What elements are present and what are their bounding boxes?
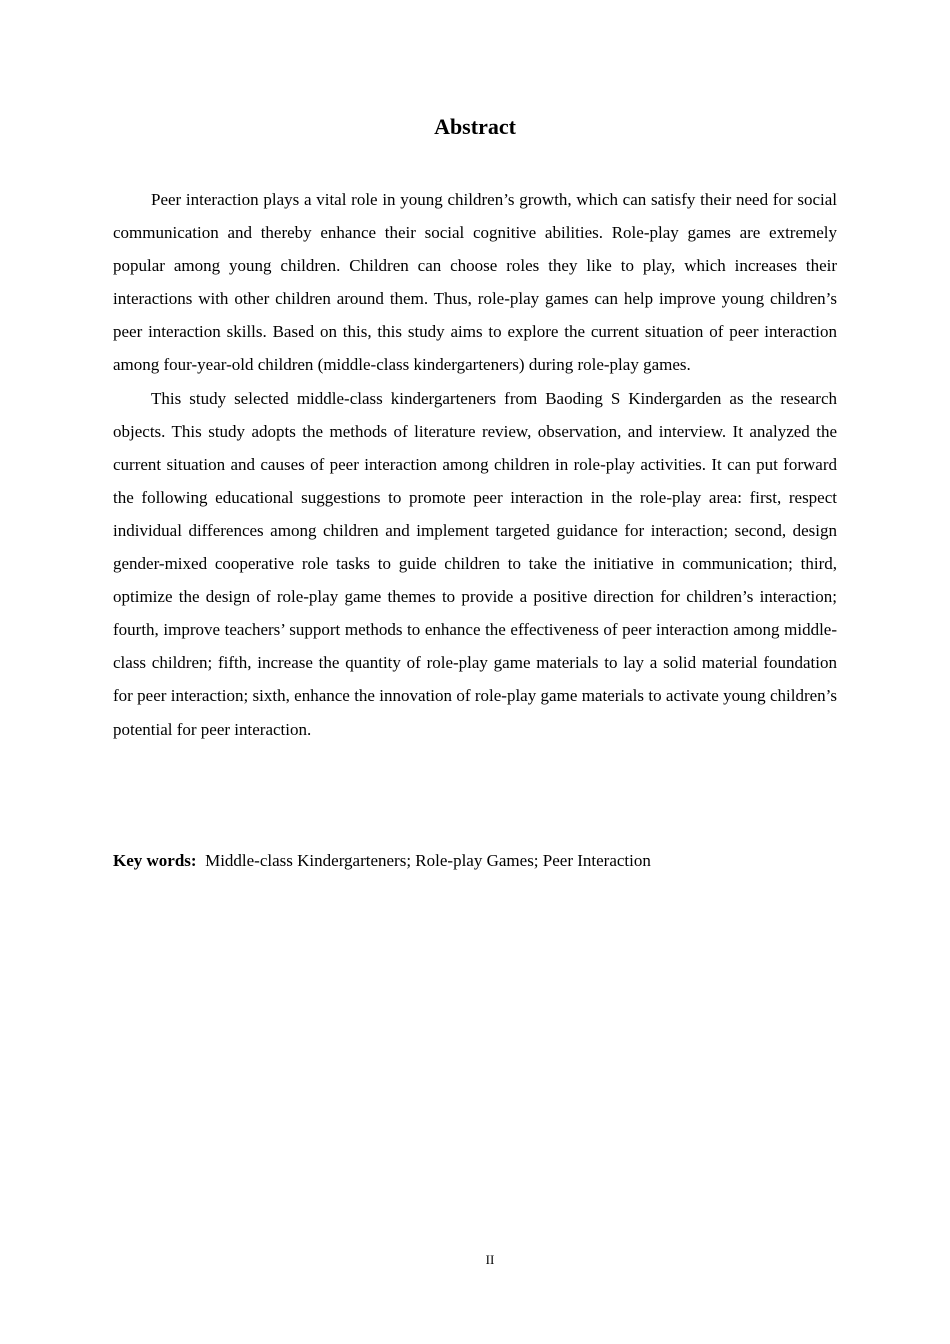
page-number: II [485,1252,495,1267]
keywords-label: Key words: [113,851,197,870]
abstract-body [113,183,837,746]
abstract-title: Abstract [434,114,516,139]
keywords-value: Middle-class Kindergarteners; Role-play Games; Peer Interaction [205,851,651,870]
abstract-paragraph-2: This study selected middle-class kindergarteners from Baoding S Kindergarden as the research objects. This study adopts the methods of literature review, observation, and interview. It analyzed the current situation and causes of peer interaction among children in role-play activities. It can put forward the following educational suggestions to promote peer interaction in the role-play area: first, respect individual differences among children and implement targeted guidance for interaction; second, design gender-mixed cooperative role tasks to guide children to take the initiative in communication; third, optimize the design of role-play game themes to provide a positive direction for children’s interaction; fourth, improve teachers’ support methods to enhance the effectiveness of peer interaction among middle-class children; fifth, increase the quantity of role-play game materials to lay a solid material foundation for peer interaction; sixth, enhance the innovation of role-play game materials to activate young children’s potential for peer interaction. [113,388,837,739]
abstract-paragraph-1: Peer interaction plays a vital role in young children’s growth, which can satisfy their need for social communication and thereby enhance their social cognitive abilities. Role-play games are extremely popular among young children. Children can choose roles they like to play, which increases their interactions with other children around them. Thus, role-play games can help improve young children’s peer interaction skills. Based on this, this study aims to explore the current situation of peer interaction among four-year-old children (middle-class kindergarteners) during role-play games. [113,190,837,375]
keywords-line [113,844,837,877]
